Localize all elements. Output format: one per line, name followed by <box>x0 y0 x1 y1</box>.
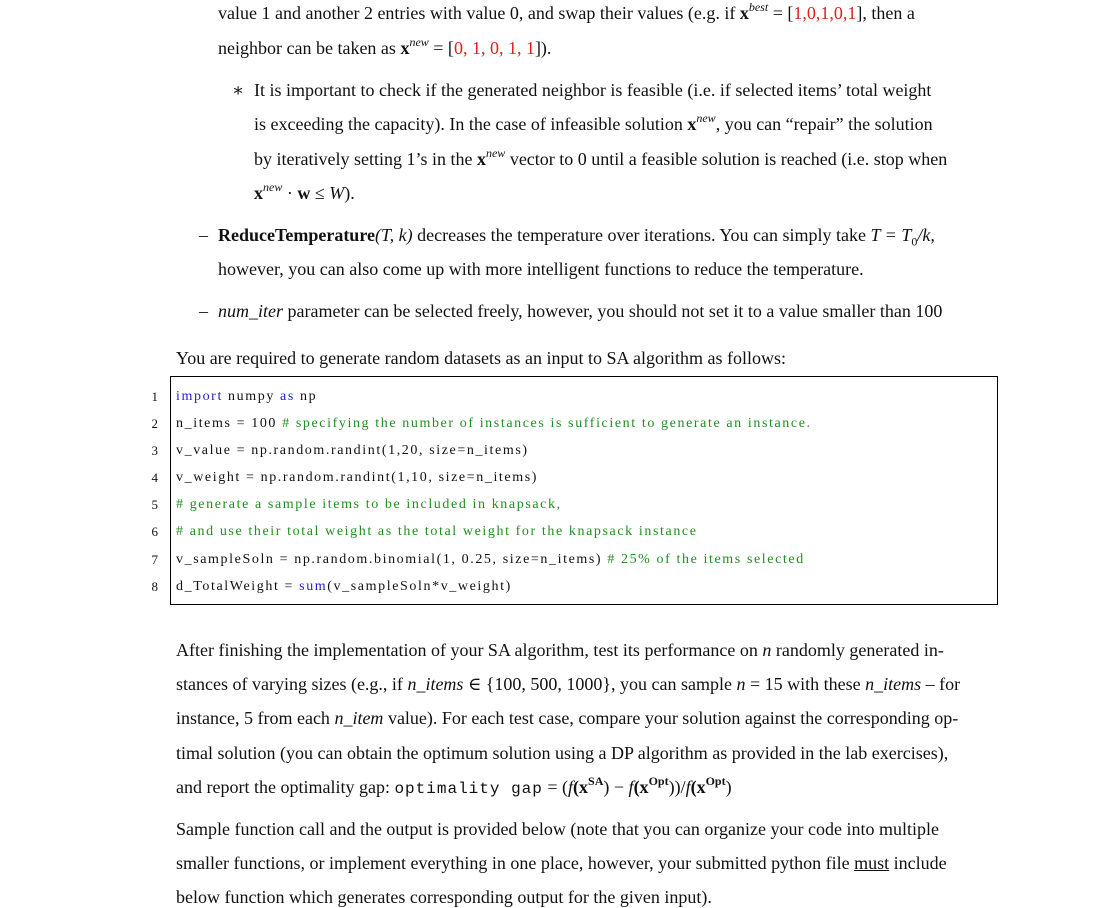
math-var: (x <box>690 777 706 797</box>
math-sup: new <box>263 180 283 194</box>
math-sup: new <box>696 111 716 125</box>
math-var: n <box>762 640 772 660</box>
text: value). For each test case, compare your solution against the corresponding op- <box>383 708 959 728</box>
math-var: x <box>254 183 263 203</box>
math-var: n_item <box>334 708 384 728</box>
text: ], then a <box>856 3 915 23</box>
code-comment: # specifying the number of instances is sufficient to generate an instance. <box>282 416 812 431</box>
star-bullet-icon: ∗ <box>232 80 245 100</box>
emphasis-text: must <box>854 853 890 873</box>
function-args: (T, k) <box>374 225 413 245</box>
text: vector to 0 until a feasible solution is reached (i.e. stop when <box>505 149 948 169</box>
keyword: as <box>280 389 295 404</box>
code-text: np <box>294 389 318 404</box>
text: · <box>282 183 298 203</box>
para-line-2 <box>218 37 551 59</box>
text: and report the optimality gap: <box>176 777 395 797</box>
text: randomly generated in- <box>771 640 944 660</box>
function-name: ReduceTemperature <box>218 225 375 245</box>
code-line-4: v_weight = np.random.randint(1,10, size=n_items) <box>176 470 539 485</box>
iter-line <box>218 300 942 322</box>
vector-values: 0, 1, 0, 1, 1 <box>453 38 535 58</box>
line-number: 3 <box>151 443 158 458</box>
after-line-3 <box>176 707 958 729</box>
code-text: v_sampleSoln = np.random.binomial(1, 0.25, size=n_items) <box>176 552 608 567</box>
keyword: sum <box>299 579 328 594</box>
text: ))/ <box>668 777 686 797</box>
math-var: x <box>739 3 749 23</box>
line-number: 6 <box>151 524 158 539</box>
star-bullet-line-4 <box>254 182 355 204</box>
math-var: f <box>685 777 691 797</box>
after-line-4: timal solution (you can obtain the optimum solution using a DP algorithm as provided in the lab exercises), <box>176 743 949 763</box>
code-line-5 <box>176 496 562 514</box>
text: is exceeding the capacity). In the case of infeasible solution <box>254 114 688 134</box>
text: ≤ <box>310 183 330 203</box>
code-comment: # and use their total weight as the total weight for the knapsack instance <box>176 524 698 539</box>
keyword: import <box>176 389 223 404</box>
math-formula: /k, <box>917 225 935 245</box>
text: by iteratively setting 1’s in the <box>254 149 477 169</box>
star-bullet-line-3 <box>254 148 947 170</box>
sample-line-3: below function which generates corresponding output for the given input). <box>176 887 712 907</box>
text: ). <box>344 183 355 203</box>
line-number: 7 <box>151 552 158 567</box>
text: smaller functions, or implement everything in one place, however, your submitted python file <box>176 853 855 873</box>
text: After finishing the implementation of your SA algorithm, test its performance on <box>176 640 763 660</box>
code-line-1 <box>176 388 317 406</box>
code-comment: # 25% of the items selected <box>607 552 805 567</box>
line-number: 2 <box>151 416 158 431</box>
reduce-line-1 <box>218 224 935 253</box>
code-text: (v_sampleSoln*v_weight) <box>327 579 512 594</box>
math-var: n_items <box>407 674 464 694</box>
para-line-1 <box>218 2 915 24</box>
line-number: 8 <box>151 579 158 594</box>
text: stances of varying sizes (e.g., if <box>176 674 408 694</box>
math-var: x <box>476 149 486 169</box>
text: , you can “repair” the solution <box>715 114 933 134</box>
text: ∈ {100, 500, 1000}, you can sample <box>463 674 737 694</box>
text: ) − <box>603 777 629 797</box>
text: value 1 and another 2 entries with value 0, and swap their values (e.g. if <box>218 3 740 23</box>
text: ) <box>725 777 732 797</box>
math-var: f <box>628 777 634 797</box>
sample-line-2 <box>176 852 947 874</box>
code-text: n_items = 100 <box>176 416 283 431</box>
code-line-3: v_value = np.random.randint(1,20, size=n_items) <box>176 443 529 458</box>
star-bullet-line-1: It is important to check if the generated neighbor is feasible (i.e. if selected items’ total weight <box>254 80 932 100</box>
text: include <box>889 853 947 873</box>
after-line-2 <box>176 673 960 695</box>
math-sup: SA <box>588 774 604 788</box>
code-line-8 <box>176 578 512 596</box>
math-sup: Opt <box>648 774 669 788</box>
math-var: f <box>568 777 574 797</box>
param-name: num_iter <box>218 301 283 321</box>
mono-text: optimality gap <box>394 780 543 798</box>
code-text: d_TotalWeight = <box>176 579 300 594</box>
math-sup: new <box>409 35 429 49</box>
dash-bullet-icon: – <box>199 225 208 245</box>
line-number: 1 <box>151 389 158 404</box>
text: ]). <box>534 38 552 58</box>
math-var: x <box>400 38 410 58</box>
after-line-1 <box>176 639 944 661</box>
code-line-2 <box>176 415 812 433</box>
math-formula: T = T <box>870 225 912 245</box>
text: decreases the temperature over iterations. You can simply take <box>412 225 871 245</box>
line-number: 5 <box>151 497 158 512</box>
math-sup: Opt <box>705 774 726 788</box>
math-var: (x <box>573 777 589 797</box>
math-sup: new <box>485 146 506 160</box>
vector-values: 1,0,1,0,1 <box>793 3 857 23</box>
text: = 15 with these <box>745 674 866 694</box>
intro-text: You are required to generate random datasets as an input to SA algorithm as follows: <box>176 348 787 368</box>
text: parameter can be selected freely, however, you should not set it to a value smaller than 100 <box>283 301 943 321</box>
math-var: (x <box>633 777 649 797</box>
dash-bullet-icon: – <box>199 301 208 321</box>
reduce-line-2: however, you can also come up with more intelligent functions to reduce the temperature. <box>218 259 864 279</box>
math-var: w <box>297 183 311 203</box>
code-line-6 <box>176 523 698 541</box>
after-line-5 <box>176 776 732 800</box>
code-listing <box>170 376 998 605</box>
text: – for <box>921 674 961 694</box>
text: = [ <box>768 3 794 23</box>
text: = [ <box>428 38 454 58</box>
math-var: n <box>736 674 746 694</box>
star-bullet-line-2 <box>254 113 933 135</box>
text: neighbor can be taken as <box>218 38 401 58</box>
text: = ( <box>542 777 569 797</box>
code-comment: # generate a sample items to be included in knapsack, <box>176 497 562 512</box>
code-text: numpy <box>222 389 281 404</box>
math-sup: best <box>748 0 769 14</box>
math-var: x <box>687 114 697 134</box>
math-var: W <box>329 183 345 203</box>
text: instance, 5 from each <box>176 708 335 728</box>
sample-line-1: Sample function call and the output is provided below (note that you can organize your code into multiple <box>176 819 939 839</box>
math-var: n_items <box>865 674 922 694</box>
code-line-7 <box>176 551 805 569</box>
line-number: 4 <box>151 470 158 485</box>
math-sub: 0 <box>911 234 918 249</box>
